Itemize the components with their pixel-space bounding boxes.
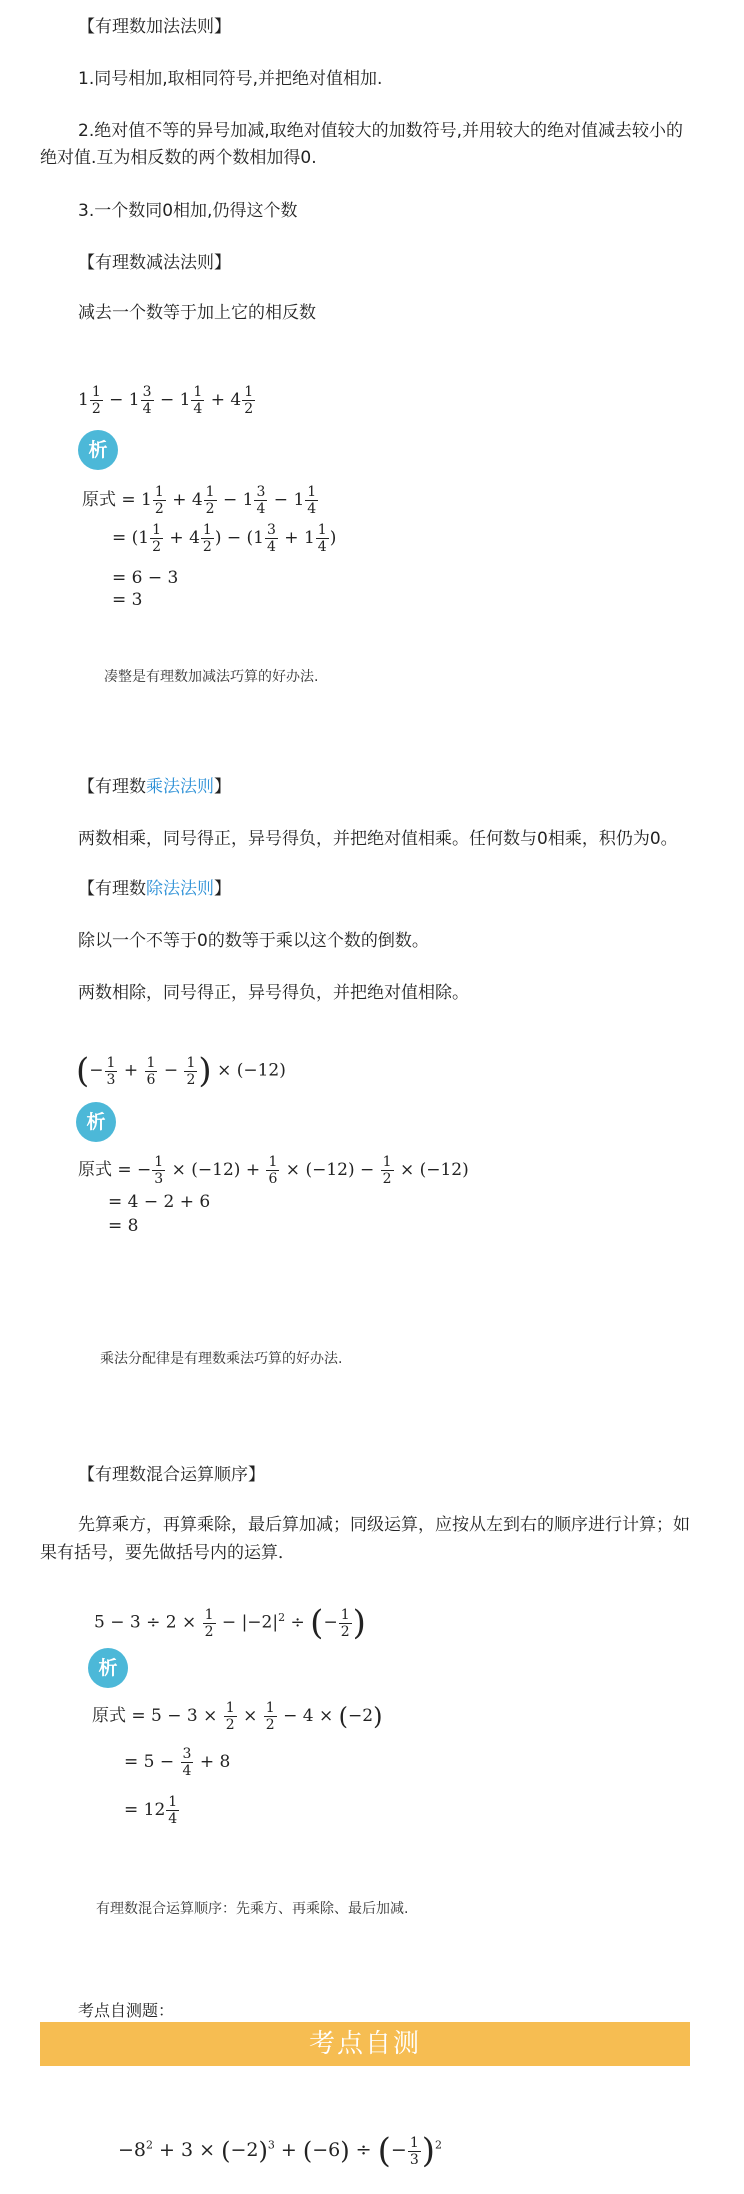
example3-step2: = 5 − $\frac{3}{4}$ + 8: [124, 1746, 231, 1779]
example1-step2: = (1 $\frac{1}{2}$ + 4 $\frac{1}{2}$ ) − (1 $\frac{3}{4}$ + 1 $\frac{1}{4}$ ): [112, 522, 337, 555]
example2-note: 乘法分配律是有理数乘法巧算的好办法.: [100, 1351, 343, 1367]
example2-step1: 原式 = − $\frac{1}{3}$ × (−12) + $\frac{1}{6}$ × (−12) − $\frac{1}{2}$ × (−12): [78, 1154, 469, 1187]
self-test-banner: 考点自测: [40, 2022, 690, 2066]
example1-step3: = 6 − 3: [112, 568, 179, 588]
addition-rule-2-line1: 2.绝对值不等的异号加减,取绝对值较大的加数符号,并用较大的绝对值减去较小的: [78, 121, 684, 141]
section-heading-addition: 【有理数加法法则】: [78, 17, 231, 37]
heading-suffix: 】: [214, 879, 231, 899]
solution-label: 原式: [82, 490, 116, 510]
example1-note: 凑整是有理数加减法巧算的好办法.: [104, 669, 319, 685]
example2-step3: = 8: [108, 1216, 139, 1236]
mixed-order-rule-line2: 果有括号，要先做括号内的运算．: [40, 1543, 295, 1563]
example3-expression: 5 − 3 ÷ 2 × $\frac{1}{2}$ − $|-2|^2$ ÷ (− $\frac{1}{2}$ ): [94, 1603, 366, 1643]
solution-label: 原式: [78, 1160, 112, 1180]
self-test-expression: $-8^2 + 3 \times (-2)^3 + (-6)$ ÷ (− $\frac{1}{3}$ )$^2$: [118, 2131, 443, 2171]
division-rule-link[interactable]: 除法法则: [146, 879, 214, 899]
addition-rule-1: 1.同号相加,取相同符号,并把绝对值相加.: [78, 69, 383, 89]
heading-prefix: 【有理数: [78, 879, 146, 899]
example2-step2: = 4 − 2 + 6: [108, 1192, 211, 1212]
heading-prefix: 【有理数: [78, 777, 146, 797]
heading-suffix: 】: [214, 777, 231, 797]
example2-expression: (− $\frac{1}{3}$ + $\frac{1}{6}$ − $\frac{1}{2}$ ) × (−12): [76, 1051, 286, 1091]
analysis-badge-icon: 析: [78, 430, 118, 470]
section-heading-mixed-order: 【有理数混合运算顺序】: [78, 1465, 265, 1485]
solution-label: 原式: [92, 1706, 126, 1726]
mixed-order-rule-line1: 先算乘方，再算乘除，最后算加减；同级运算，应按从左到右的顺序进行计算；如: [78, 1515, 690, 1535]
division-rule-1: 除以一个不等于0的数等于乘以这个数的倒数。: [78, 931, 429, 951]
subtraction-rule: 减去一个数等于加上它的相反数: [78, 303, 316, 323]
section-heading-division: [78, 876, 231, 902]
multiplication-rule: 两数相乘，同号得正，异号得负，并把绝对值相乘。任何数与0相乘，积仍为0。: [78, 829, 678, 849]
analysis-badge-icon: 析: [88, 1648, 128, 1688]
multiplication-rule-link[interactable]: 乘法法则: [146, 777, 214, 797]
division-rule-2: 两数相除，同号得正，异号得负，并把绝对值相除。: [78, 983, 469, 1003]
section-heading-multiplication: [78, 774, 231, 800]
example1-step1: 原式 = 1 $\frac{1}{2}$ + 4 $\frac{1}{2}$ − 1 $\frac{3}{4}$ − 1 $\frac{1}{4}$: [82, 484, 317, 517]
addition-rule-3: 3.一个数同0相加,仍得这个数: [78, 201, 298, 221]
example1-expression: 1 $\frac{1}{2}$ − 1 $\frac{3}{4}$ − 1 $\frac{1}{4}$ + 4 $\frac{1}{2}$: [78, 384, 254, 417]
example3-step1: 原式 = 5 − 3 × $\frac{1}{2}$ × $\frac{1}{2}$ − 4 × (−2): [92, 1700, 383, 1733]
example1-step4: = 3: [112, 590, 143, 610]
example3-note: 有理数混合运算顺序：先乘方、再乘除、最后加减.: [96, 1901, 409, 1917]
self-test-label: 考点自测题：: [78, 2001, 175, 2020]
example3-step3: = 12 $\frac{1}{4}$: [124, 1794, 178, 1827]
section-heading-subtraction: 【有理数减法法则】: [78, 253, 231, 273]
analysis-badge-icon: 析: [76, 1102, 116, 1142]
addition-rule-2-line2: 绝对值.互为相反数的两个数相加得0.: [40, 148, 317, 168]
